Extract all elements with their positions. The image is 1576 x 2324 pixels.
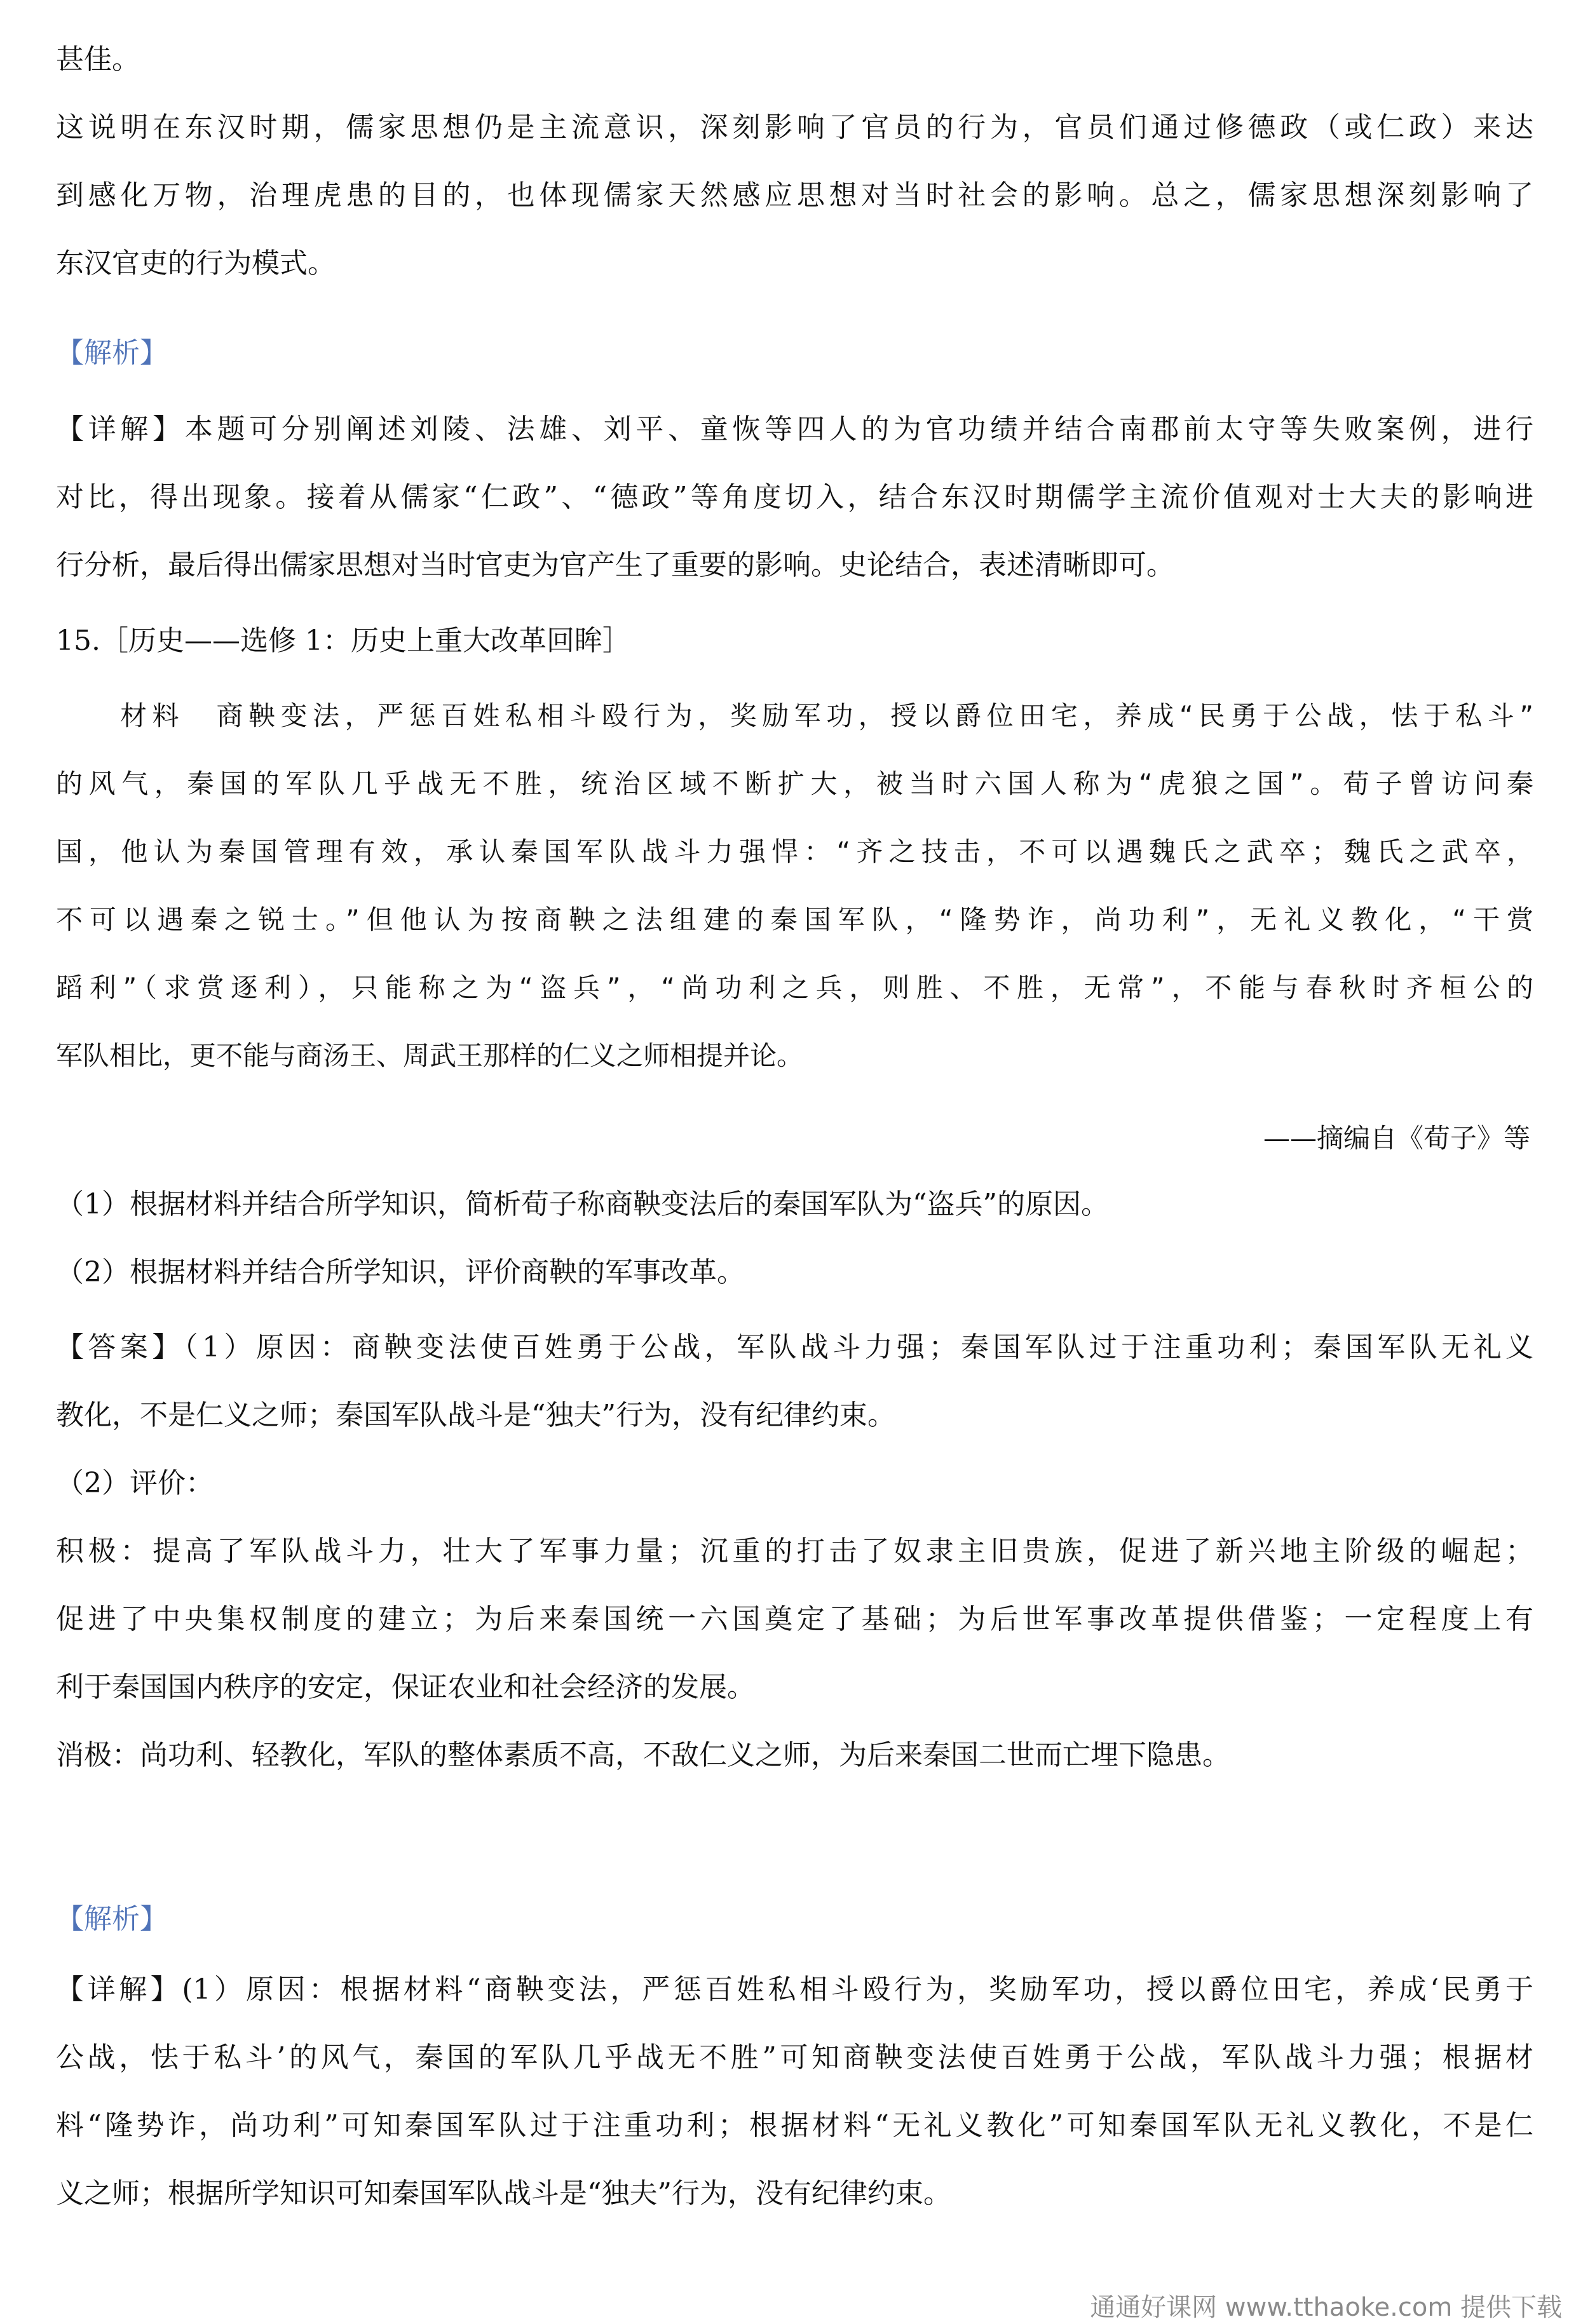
text-line: （2）根据材料并结合所学知识，评价商鞅的军事改革。 bbox=[56, 1256, 745, 1288]
text-line: 义之师；根据所学知识可知秦国军队战斗是“独夫”行为，没有纪律约束。 bbox=[56, 2177, 951, 2210]
sub-questions-block bbox=[56, 1170, 1533, 1306]
detail-2-block bbox=[56, 1956, 1533, 2227]
text-line: 到感化万物，治理虎患的目的，也体现儒家天然感应思想对当时社会的影响。总之，儒家思想深刻影响了 bbox=[56, 179, 1533, 212]
text-line: 料“隆势诈，尚功利”可知秦国军队过于注重功利；根据材料“无礼义教化”可知秦国军队无礼义教化，不是仁 bbox=[56, 2109, 1533, 2142]
jiexi-tag-1-block bbox=[56, 319, 1533, 387]
answer-block bbox=[56, 1313, 1533, 1789]
detail-1-block bbox=[56, 395, 1533, 599]
text-line: 国，他认为秦国管理有效，承认秦国军队战斗力强悍：“齐之技击，不可以遇魏氏之武卒；魏氏之武卒， bbox=[56, 836, 1533, 867]
text-line: 消极：尚功利、轻教化，军队的整体素质不高，不敌仁义之师，为后来秦国二世而亡埋下隐患。 bbox=[56, 1739, 1230, 1771]
text-line: 这说明在东汉时期，儒家思想仍是主流意识，深刻影响了官员的行为，官员们通过修德政（或仁政）来达 bbox=[56, 111, 1533, 144]
text-line: 【详解】(1）原因：根据材料“商鞅变法，严惩百姓私相斗殴行为，奖励军功，授以爵位田宅，养成‘民勇于 bbox=[56, 1973, 1533, 2006]
text-line: （1）根据材料并结合所学知识，简析荀子称商鞅变法后的秦国军队为“盗兵”的原因。 bbox=[56, 1188, 1109, 1220]
text-line: （2）评价： bbox=[56, 1467, 214, 1499]
text-line: 积极：提高了军队战斗力，壮大了军事力量；沉重的打击了奴隶主旧贵族，促进了新兴地主阶级的崛起； bbox=[56, 1535, 1533, 1567]
text-line: 甚佳。 bbox=[56, 43, 140, 76]
question-15-block bbox=[56, 607, 1533, 675]
text-line: 不可以遇秦之锐士。”但他认为按商鞅之法组建的秦国军队，“隆势诈，尚功利”，无礼义教化，“干赏 bbox=[56, 904, 1533, 935]
material-block bbox=[56, 682, 1533, 1090]
intro-tail-block bbox=[56, 25, 1533, 297]
text-line: 促进了中央集权制度的建立；为后来秦国统一六国奠定了基础；为后世军事改革提供借鉴；一定程度上有 bbox=[56, 1603, 1533, 1635]
footer-watermark: 通通好课网 www.tthaoke.com 提供下载 bbox=[1090, 2293, 1562, 2322]
text-line: 对比，得出现象。接着从儒家“仁政”、“德政”等角度切入，结合东汉时期儒学主流价值观对士大夫的影响进 bbox=[56, 481, 1533, 513]
text-line: 公战，怯于私斗’的风气，秦国的军队几乎战无不胜”可知商鞅变法使百姓勇于公战，军队战斗力强；根据材 bbox=[56, 2041, 1533, 2074]
text-line: 【详解】本题可分别阐述刘陵、法雄、刘平、童恢等四人的为官功绩并结合南郡前太守等失败案例，进行 bbox=[56, 413, 1533, 445]
text-line: 行分析，最后得出儒家思想对当时官吏为官产生了重要的影响。史论结合，表述清晰即可。 bbox=[56, 549, 1174, 581]
text-line: 利于秦国国内秩序的安定，保证农业和社会经济的发展。 bbox=[56, 1671, 755, 1703]
text-line: 的风气，秦国的军队几乎战无不胜，统治区域不断扩大，被当时六国人称为“虎狼之国”。荀子曾访问秦 bbox=[56, 768, 1533, 799]
text-line: 15.［历史——选修 1：历史上重大改革回眸］ bbox=[56, 625, 630, 657]
section-tag: 【解析】 bbox=[56, 337, 168, 369]
material-source: ——摘编自《荀子》等 bbox=[1263, 1123, 1530, 1154]
section-tag: 【解析】 bbox=[56, 1903, 168, 1935]
text-line: 蹈利”（求赏逐利），只能称之为“盗兵”，“尚功利之兵，则胜、不胜，无常”，不能与春秋时齐桓公的 bbox=[56, 972, 1533, 1003]
text-line: 【答案】（1）原因：商鞅变法使百姓勇于公战，军队战斗力强；秦国军队过于注重功利；秦国军队无礼义 bbox=[56, 1331, 1533, 1363]
text-line: 东汉官吏的行为模式。 bbox=[56, 247, 336, 280]
jiexi-tag-2-block bbox=[56, 1885, 1533, 1953]
text-line: 教化，不是仁义之师；秦国军队战斗是“独夫”行为，没有纪律约束。 bbox=[56, 1399, 895, 1431]
text-line: 军队相比，更不能与商汤王、周武王那样的仁义之师相提并论。 bbox=[56, 1040, 804, 1071]
text-line: 材料 商鞅变法，严惩百姓私相斗殴行为，奖励军功，授以爵位田宅，养成“民勇于公战，怯于私斗” bbox=[56, 700, 1533, 731]
